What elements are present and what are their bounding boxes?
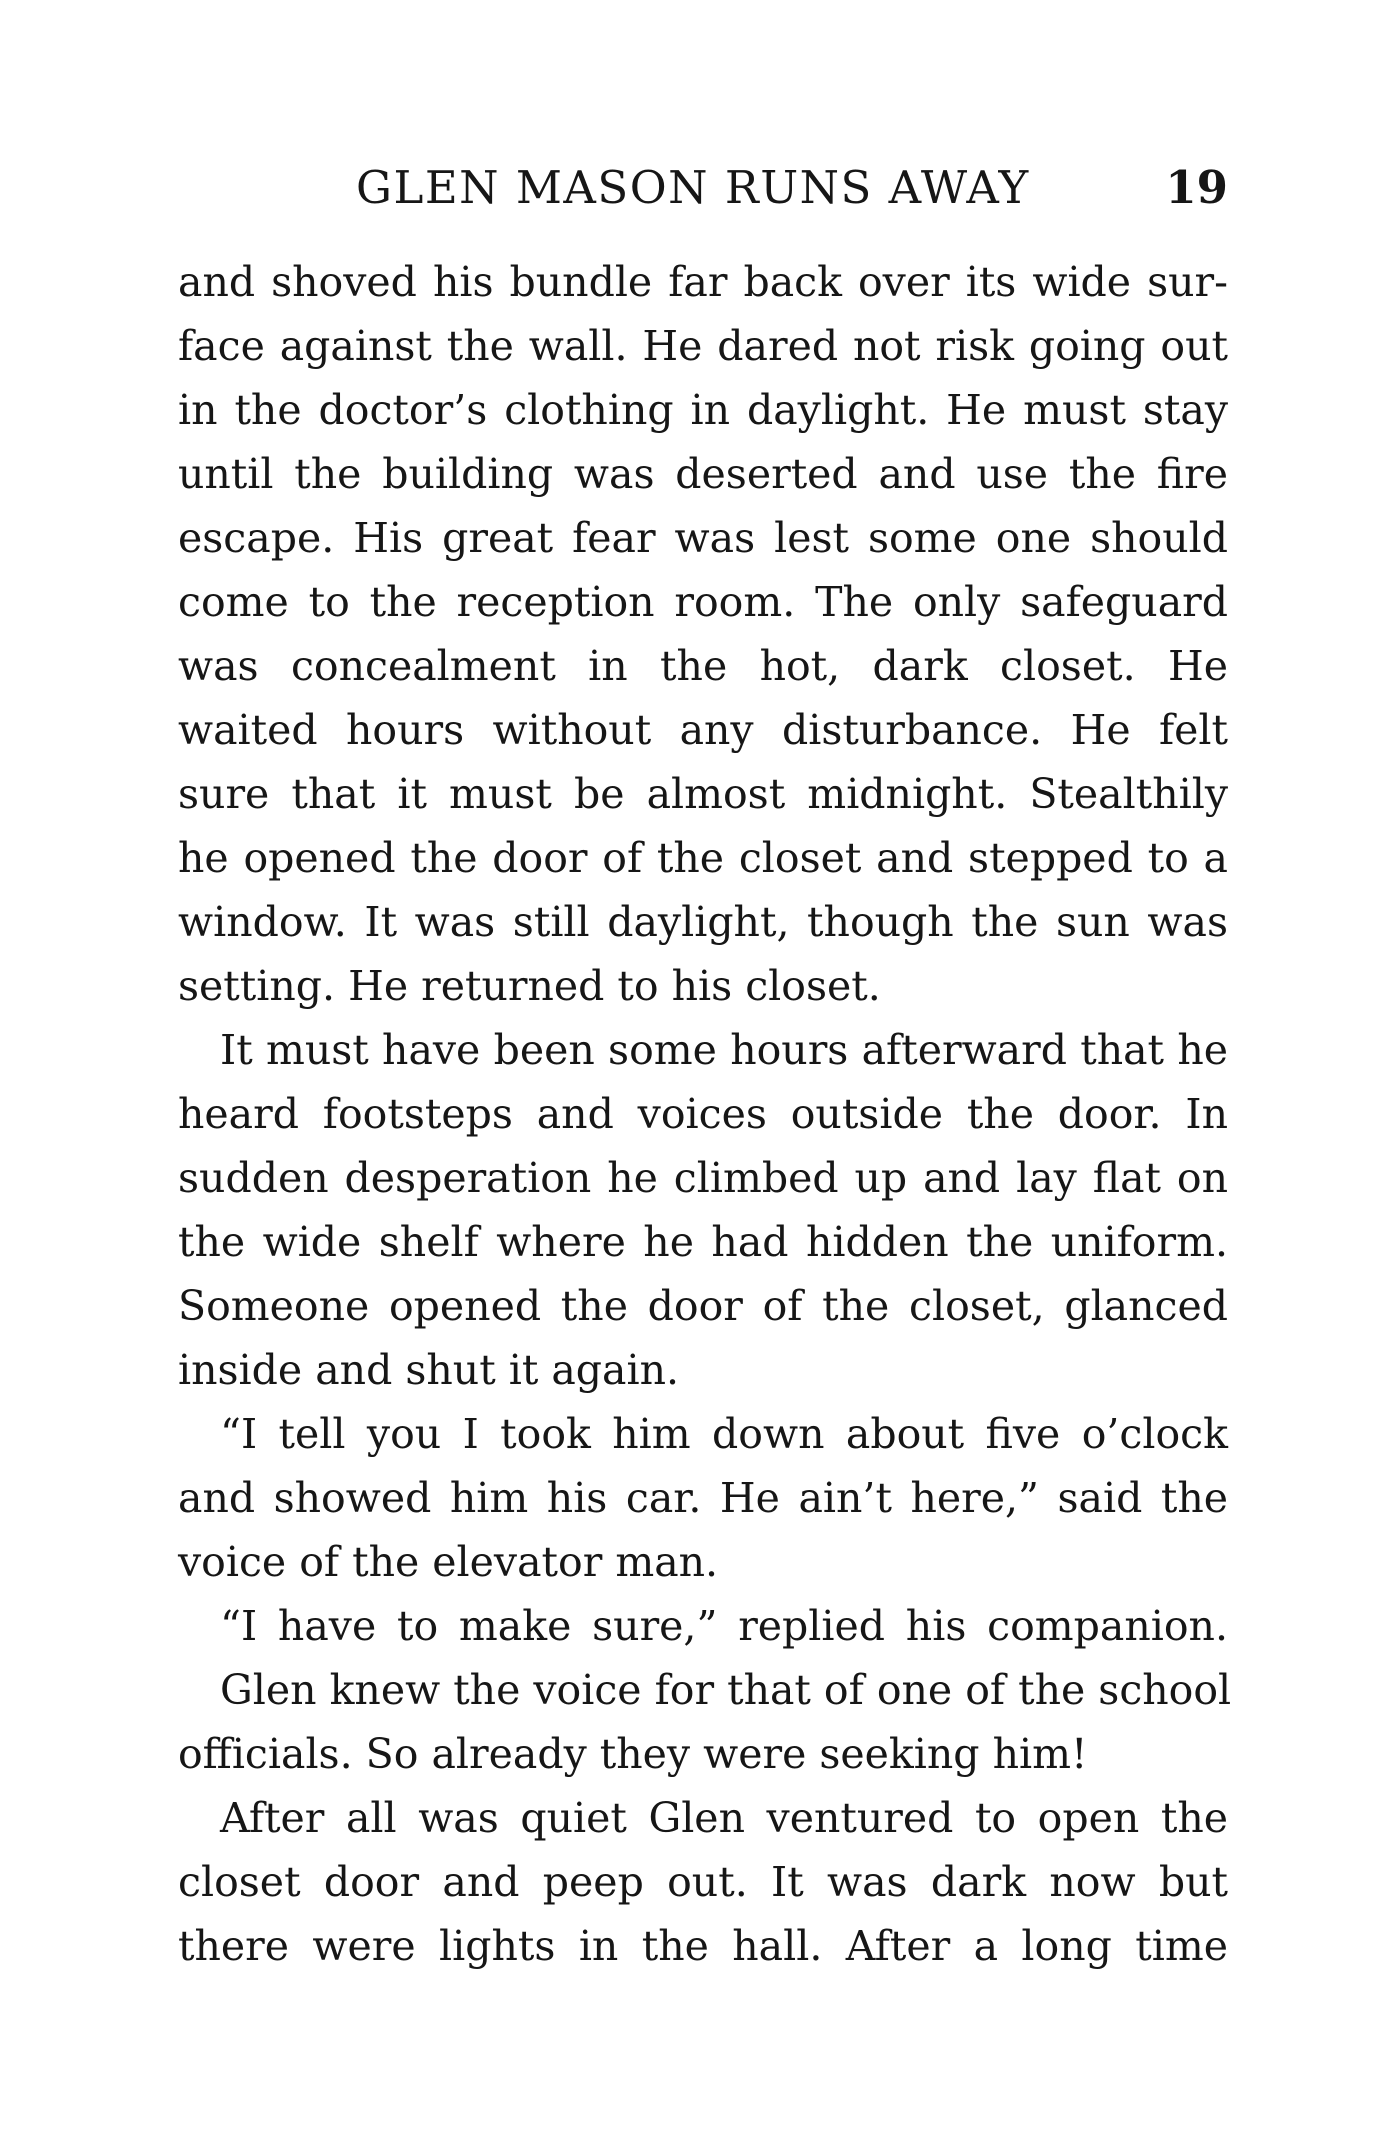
running-title: GLEN MASON RUNS AWAY — [356, 161, 1030, 214]
text-line: It must have been some hours afterward that he — [220, 1026, 1228, 1074]
text-line: voice of the elevator man. — [178, 1538, 719, 1586]
text-line: was concealment in the hot, dark closet. He — [178, 642, 1228, 690]
text-line: window. It was still daylight, though the sun was — [178, 898, 1228, 946]
text-line: face against the wall. He dared not risk going out — [178, 322, 1228, 370]
text-line: “I have to make sure,” replied his companion. — [220, 1602, 1228, 1650]
text-line: he opened the door of the closet and stepped to a — [178, 834, 1228, 882]
text-line: inside and shut it again. — [178, 1346, 680, 1394]
text-line: and shoved his bundle far back over its wide sur- — [178, 258, 1228, 306]
text-line: escape. His great fear was lest some one should — [178, 514, 1228, 562]
text-line: in the doctor’s clothing in daylight. He must stay — [178, 386, 1228, 434]
paragraph-5 — [178, 1658, 1232, 1786]
text-line: and showed him his car. He ain’t here,” said the — [178, 1474, 1228, 1522]
text-line: until the building was deserted and use the fire — [178, 450, 1228, 498]
paragraph-6 — [178, 1786, 1228, 1978]
text-line: sudden desperation he climbed up and lay flat on — [178, 1154, 1228, 1202]
body-text — [178, 250, 1232, 1978]
text-line: setting. He returned to his closet. — [178, 962, 881, 1010]
text-line: come to the reception room. The only safeguard — [178, 578, 1228, 626]
text-line: Someone opened the door of the closet, glanced — [178, 1282, 1228, 1330]
text-line: closet door and peep out. It was dark now but — [178, 1858, 1228, 1906]
paragraph-3 — [178, 1402, 1228, 1594]
paragraph-4 — [178, 1594, 1228, 1658]
text-line: “I tell you I took him down about five o’clock — [220, 1410, 1228, 1458]
text-line: there were lights in the hall. After a long time — [178, 1922, 1228, 1970]
paragraph-2 — [178, 1018, 1228, 1402]
paragraph-1 — [178, 250, 1228, 1018]
text-line: After all was quiet Glen ventured to open the — [220, 1794, 1228, 1842]
page-header — [178, 158, 1228, 218]
page-number: 19 — [1165, 161, 1228, 214]
text-line: waited hours without any disturbance. He felt — [178, 706, 1228, 754]
text-line: sure that it must be almost midnight. Stealthily — [178, 770, 1228, 818]
text-line: Glen knew the voice for that of one of the school — [220, 1666, 1232, 1714]
text-line: officials. So already they were seeking him! — [178, 1730, 1088, 1778]
text-line: the wide shelf where he had hidden the uniform. — [178, 1218, 1228, 1266]
text-line: heard footsteps and voices outside the door. In — [178, 1090, 1228, 1138]
